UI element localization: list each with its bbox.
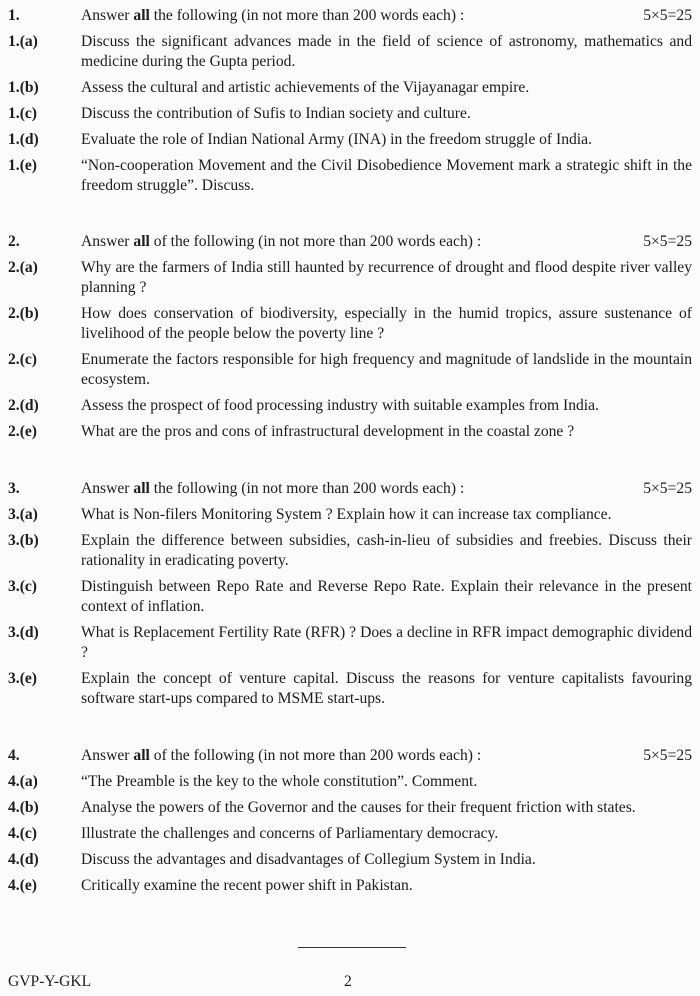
question-number: 1.(e) xyxy=(8,157,38,174)
question-number: 3.(b) xyxy=(8,532,39,549)
question-item xyxy=(0,798,700,818)
question-number: 3.(a) xyxy=(8,506,38,523)
question-number: 3.(c) xyxy=(8,578,38,595)
question-item xyxy=(0,669,700,709)
question-text: Enumerate the factors responsible for high frequency and magnitude of landslide in the mountain ecosystem. xyxy=(81,351,692,388)
question-item xyxy=(0,156,700,196)
question-number: 4.(e) xyxy=(8,877,38,894)
paper-code: GVP-Y-GKL xyxy=(8,973,92,990)
question-item xyxy=(0,422,700,442)
question-text: Discuss the significant advances made in the field of science of astronomy, mathematics and medicine during the Gupta period. xyxy=(81,33,692,70)
question-item xyxy=(0,304,700,344)
question-number: 4.(d) xyxy=(8,851,39,868)
question-text: Evaluate the role of Indian National Army (INA) in the freedom struggle of India. xyxy=(81,131,592,148)
question-item xyxy=(0,876,700,896)
question-text: How does conservation of biodiversity, especially in the humid tropics, assure sustenance of livelihood of the people below the poverty line ? xyxy=(81,305,692,342)
question-item xyxy=(0,78,700,98)
section-instruction: Answer all of the following (in not more than 200 words each) : xyxy=(81,747,482,764)
question-text: Illustrate the challenges and concerns of Parliamentary democracy. xyxy=(81,825,499,842)
end-rule xyxy=(298,947,406,948)
question-number: 2.(e) xyxy=(8,423,38,440)
section-2 xyxy=(0,232,700,448)
question-text: “The Preamble is the key to the whole constitution”. Comment. xyxy=(81,773,478,790)
question-item xyxy=(0,258,700,298)
question-text: Analyse the powers of the Governor and the causes for their frequent friction with states. xyxy=(81,799,636,816)
question-number: 2.(a) xyxy=(8,259,38,276)
question-text: Why are the farmers of India still haunted by recurrence of drought and flood despite river valley planning ? xyxy=(81,259,692,296)
question-item xyxy=(0,350,700,390)
question-text: Discuss the advantages and disadvantages of Collegium System in India. xyxy=(81,851,536,868)
question-text: Distinguish between Repo Rate and Reverse Repo Rate. Explain their relevance in the present context of inflation. xyxy=(81,578,692,615)
question-number: 4.(a) xyxy=(8,773,38,790)
question-item xyxy=(0,531,700,571)
question-text: “Non-cooperation Movement and the Civil Disobedience Movement mark a strategic shift in the freedom struggle”. Discuss. xyxy=(81,157,692,194)
section-heading xyxy=(0,232,700,252)
section-instruction: Answer all the following (in not more than 200 words each) : xyxy=(81,7,465,24)
section-instruction: Answer all of the following (in not more than 200 words each) : xyxy=(81,233,482,250)
question-item xyxy=(0,824,700,844)
question-text: Explain the concept of venture capital. Discuss the reasons for venture capitalists favouring software start-ups compared to MSME start-ups. xyxy=(81,670,692,707)
section-marks: 5×5=25 xyxy=(643,480,692,497)
section-heading xyxy=(0,479,700,499)
question-text: Critically examine the recent power shift in Pakistan. xyxy=(81,877,413,894)
question-item xyxy=(0,772,700,792)
question-item xyxy=(0,850,700,870)
page-number: 2 xyxy=(344,973,352,990)
question-text: Discuss the contribution of Sufis to Indian society and culture. xyxy=(81,105,471,122)
question-text: Explain the difference between subsidies, cash-in-lieu of subsidies and freebies. Discuss their rationality in eradicating poverty. xyxy=(81,532,692,569)
section-1 xyxy=(0,6,700,202)
section-number: 4. xyxy=(8,747,20,764)
question-number: 3.(d) xyxy=(8,624,39,641)
question-number: 3.(e) xyxy=(8,670,38,687)
section-heading xyxy=(0,6,700,26)
question-number: 2.(b) xyxy=(8,305,39,322)
question-number: 4.(c) xyxy=(8,825,38,842)
section-number: 1. xyxy=(8,7,20,24)
question-number: 2.(c) xyxy=(8,351,38,368)
section-marks: 5×5=25 xyxy=(643,233,692,250)
section-3 xyxy=(0,479,700,715)
section-marks: 5×5=25 xyxy=(643,7,692,24)
question-number: 1.(b) xyxy=(8,79,39,96)
section-marks: 5×5=25 xyxy=(643,747,692,764)
question-number: 1.(d) xyxy=(8,131,39,148)
question-text: What is Replacement Fertility Rate (RFR) ? Does a decline in RFR impact demographic dividend ? xyxy=(81,624,692,661)
question-item xyxy=(0,577,700,617)
question-number: 1.(c) xyxy=(8,105,38,122)
question-number: 2.(d) xyxy=(8,397,39,414)
question-text: Assess the cultural and artistic achievements of the Vijayanagar empire. xyxy=(81,79,530,96)
section-4 xyxy=(0,746,700,902)
section-number: 3. xyxy=(8,480,20,497)
question-item xyxy=(0,32,700,72)
question-item xyxy=(0,623,700,663)
question-number: 4.(b) xyxy=(8,799,39,816)
question-text: What are the pros and cons of infrastructural development in the coastal zone ? xyxy=(81,423,575,440)
section-number: 2. xyxy=(8,233,20,250)
question-text: What is Non-filers Monitoring System ? Explain how it can increase tax compliance. xyxy=(81,506,612,523)
question-item xyxy=(0,104,700,124)
section-heading xyxy=(0,746,700,766)
question-item xyxy=(0,130,700,150)
question-item xyxy=(0,505,700,525)
question-item xyxy=(0,396,700,416)
section-instruction: Answer all the following (in not more than 200 words each) : xyxy=(81,480,465,497)
question-text: Assess the prospect of food processing industry with suitable examples from India. xyxy=(81,397,599,414)
question-number: 1.(a) xyxy=(8,33,38,50)
